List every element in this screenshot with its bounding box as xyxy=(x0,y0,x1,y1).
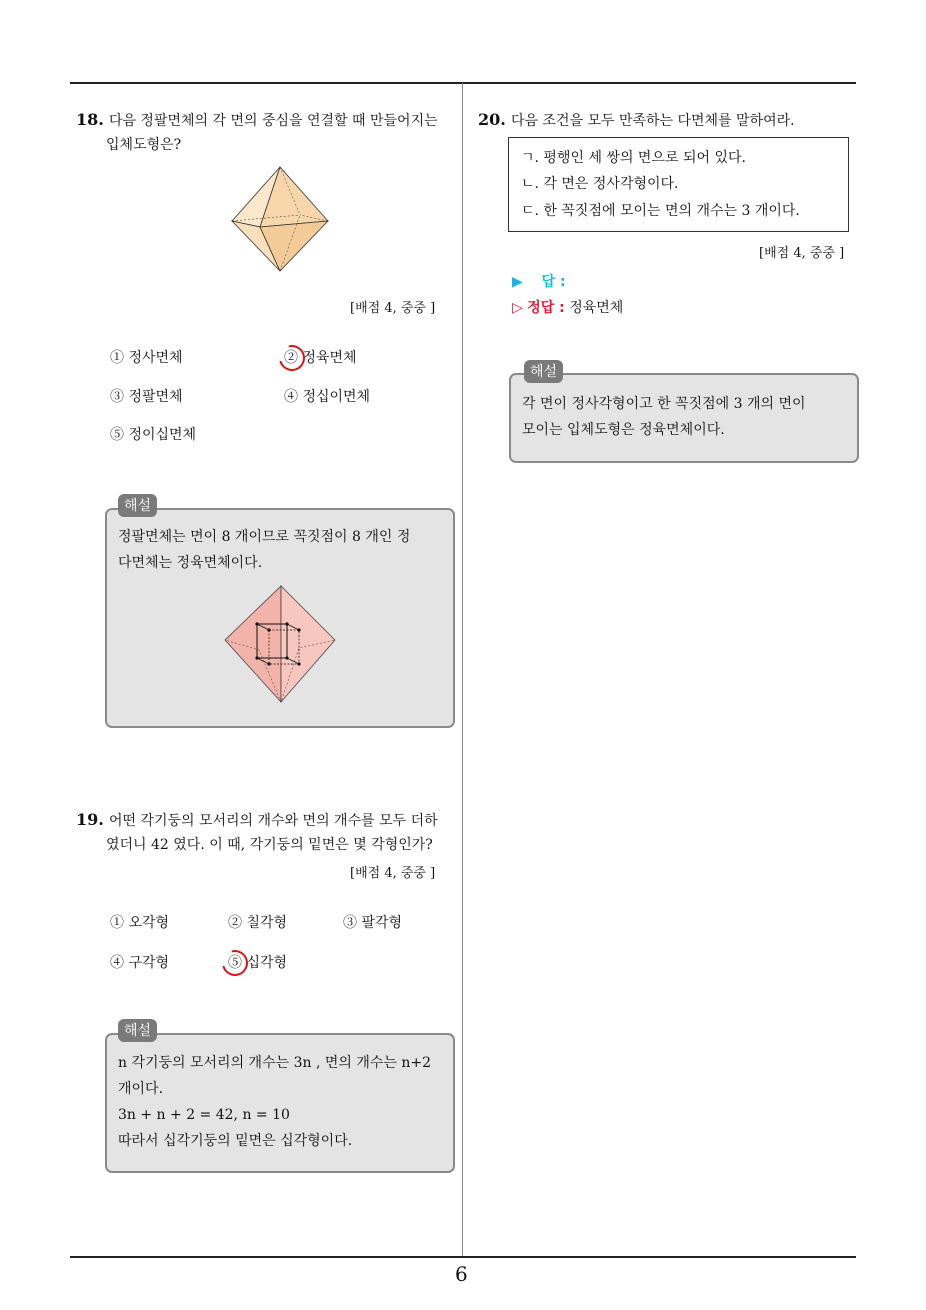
q19-answer-text: 십각형 xyxy=(246,955,288,971)
q18-text-line1: 다음 정팔면체의 각 면의 중심을 연결할 때 만들어지는 xyxy=(108,113,438,129)
octahedron-cube-figure xyxy=(223,584,337,704)
q19-option-3[interactable]: ③ 팔각형 xyxy=(343,915,403,931)
top-rule xyxy=(70,82,856,84)
q19-explanation-line2: 개이다. xyxy=(118,1081,164,1097)
q20-explanation-line2: 모이는 입체도형은 정육면체이다. xyxy=(522,422,725,438)
q18-explanation-line2: 다면체는 정육면체이다. xyxy=(118,555,263,571)
q20-condition-2: ㄴ. 각 면은 정사각형이다. xyxy=(521,176,679,192)
column-divider xyxy=(462,83,463,1258)
q20-explanation-label: 해설 xyxy=(524,360,563,383)
q19-answer-mark: ⑤ xyxy=(228,955,242,971)
q18-meta: [배점 4, 중중 ] xyxy=(350,301,436,316)
q19-number: 19. xyxy=(76,810,104,829)
octahedron-figure xyxy=(228,165,332,273)
q19-explanation-label: 해설 xyxy=(118,1019,157,1042)
q20-correct-row xyxy=(512,297,623,317)
play-icon: ▶ xyxy=(512,274,523,290)
q19-answer-circle xyxy=(217,945,253,981)
q19-text-line1: 어떤 각기둥의 모서리의 개수와 면의 개수를 모두 더하 xyxy=(108,813,438,829)
q18-answer-circle xyxy=(274,340,310,376)
q18-option-5[interactable]: ⑤ 정이십면체 xyxy=(110,427,197,443)
q20-text: 다음 조건을 모두 만족하는 다면체를 말하여라. xyxy=(510,113,795,129)
q19-explanation-line4: 따라서 십각기둥의 밑면은 십각형이다. xyxy=(118,1133,353,1149)
q18-answer-text: 정육면체 xyxy=(302,350,357,366)
bottom-rule xyxy=(70,1256,856,1258)
q18-answer-mark: ② xyxy=(284,350,298,366)
q20-correct-label: 정답 : xyxy=(527,300,565,316)
q20-answer-label: 답 : xyxy=(541,274,566,290)
q20-meta: [배점 4, 중중 ] xyxy=(759,246,845,261)
q18-number: 18. xyxy=(76,110,104,129)
q19-explanation-line1: n 각기둥의 모서리의 개수는 3n , 면의 개수는 n+2 xyxy=(118,1055,432,1071)
q20-condition-3: ㄷ. 한 꼭짓점에 모이는 면의 개수는 3 개이다. xyxy=(521,203,800,219)
page-number: 6 xyxy=(455,1262,468,1286)
q19-option-2[interactable]: ② 칠각형 xyxy=(228,915,288,931)
q18-explanation-label: 해설 xyxy=(118,494,157,517)
q19-option-1[interactable]: ① 오각형 xyxy=(110,915,170,931)
q20-correct-value: 정육면체 xyxy=(569,300,624,316)
q20-number: 20. xyxy=(478,110,506,129)
q18-option-3[interactable]: ③ 정팔면체 xyxy=(110,389,183,405)
q18-option-4[interactable]: ④ 정십이면체 xyxy=(284,389,371,405)
q19-text-line2: 였더니 42 였다. 이 때, 각기둥의 밑면은 몇 각형인가? xyxy=(106,837,433,853)
q19-option-4[interactable]: ④ 구각형 xyxy=(110,955,170,971)
q19-meta: [배점 4, 중중 ] xyxy=(350,866,436,881)
q20-condition-1: ㄱ. 평행인 세 쌍의 면으로 되어 있다. xyxy=(521,150,746,166)
q19-explanation-line3: 3n + n + 2 = 42, n = 10 xyxy=(118,1107,290,1123)
q18-option-1[interactable]: ① 정사면체 xyxy=(110,350,183,366)
q20-explanation-line1: 각 면이 정사각형이고 한 꼭짓점에 3 개의 면이 xyxy=(522,396,806,412)
q18-explanation-line1: 정팔면체는 면이 8 개이므로 꼭짓점이 8 개인 정 xyxy=(118,529,411,545)
play-outline-icon: ▷ xyxy=(512,300,523,316)
q20-answer-input[interactable] xyxy=(571,270,771,286)
q18-text-line2: 입체도형은? xyxy=(106,137,182,153)
q20-answer-row xyxy=(512,270,771,291)
